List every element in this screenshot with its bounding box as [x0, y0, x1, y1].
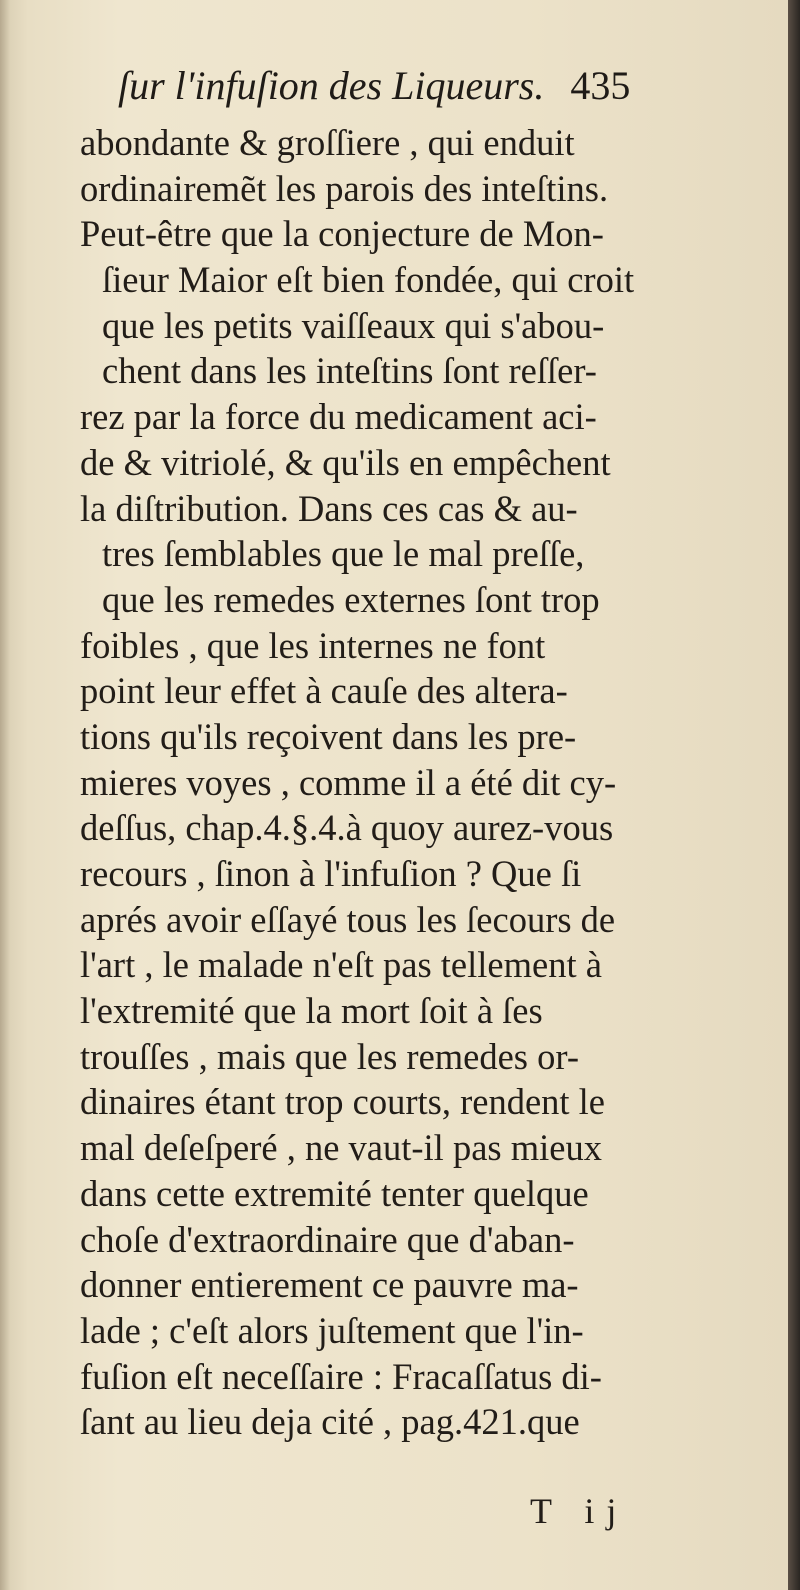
text-line: ſant au lieu deja cité , pag.421.que	[80, 1401, 580, 1443]
text-line: trouſſes , mais que les remedes or-	[80, 1035, 579, 1077]
text-line: que les remedes externes ſont trop	[102, 578, 600, 620]
text-line: abondante & groſſiere , qui enduit	[80, 122, 575, 163]
text-line: que les petits vaiſſeaux qui s'abou-	[102, 304, 605, 346]
text-line: Peut-être que la conjecture de Mon-	[80, 213, 604, 255]
text-line: donner entierement ce pauvre ma-	[80, 1264, 579, 1306]
running-title: ſur l'infuſion des Liqueurs.	[118, 63, 545, 108]
text-line: tres ſemblables que le mal preſſe,	[102, 533, 585, 575]
text-line: l'extremité que la mort ſoit à ſes	[80, 990, 543, 1032]
text-line: l'art , le malade n'eſt pas tellement à	[80, 944, 602, 986]
text-line: de & vitriolé, & qu'ils en empêchent	[80, 441, 611, 483]
text-line: point leur effet à cauſe des altera-	[80, 670, 568, 712]
text-line: la diſtribution. Dans ces cas & au-	[80, 487, 578, 529]
text-line: mal deſeſperé , ne vaut-il pas mieux	[80, 1127, 602, 1169]
text-line: aprés avoir eſſayé tous les ſecours de	[80, 898, 616, 940]
text-line: foibles , que les internes ne font	[80, 624, 546, 666]
text-line: lade ; c'eſt alors juſtement que l'in-	[80, 1309, 584, 1351]
text-line: ordinairemẽt les parois des inteſtins.	[80, 167, 609, 209]
page-gutter-shadow	[0, 0, 10, 1590]
running-header	[118, 62, 718, 122]
text-line: ſieur Maior eſt bien fondée, qui croit	[102, 259, 635, 301]
page-edge	[788, 0, 800, 1590]
text-line: choſe d'extraordinaire que d'aban-	[80, 1218, 575, 1260]
text-line: recours , ſinon à l'infuſion ? Que ſi	[80, 853, 582, 894]
text-line: rez par la force du medicament aci-	[80, 396, 597, 438]
signature-mark: T ij	[530, 1491, 629, 1531]
text-line: fuſion eſt neceſſaire : Fracaſſatus di-	[80, 1355, 602, 1397]
text-line: dans cette extremité tenter quelque	[80, 1172, 589, 1214]
text-line: chent dans les inteſtins ſont reſſer-	[102, 350, 597, 392]
body-text	[80, 120, 720, 1445]
text-line: mieres voyes , comme il a été dit cy-	[80, 761, 617, 803]
text-line: dinaires étant trop courts, rendent le	[80, 1081, 606, 1123]
text-line: deſſus, chap.4.§.4.à quoy aurez-vous	[80, 807, 614, 849]
text-line: tions qu'ils reçoivent dans les pre-	[80, 715, 577, 757]
page-number: 435	[570, 63, 631, 108]
